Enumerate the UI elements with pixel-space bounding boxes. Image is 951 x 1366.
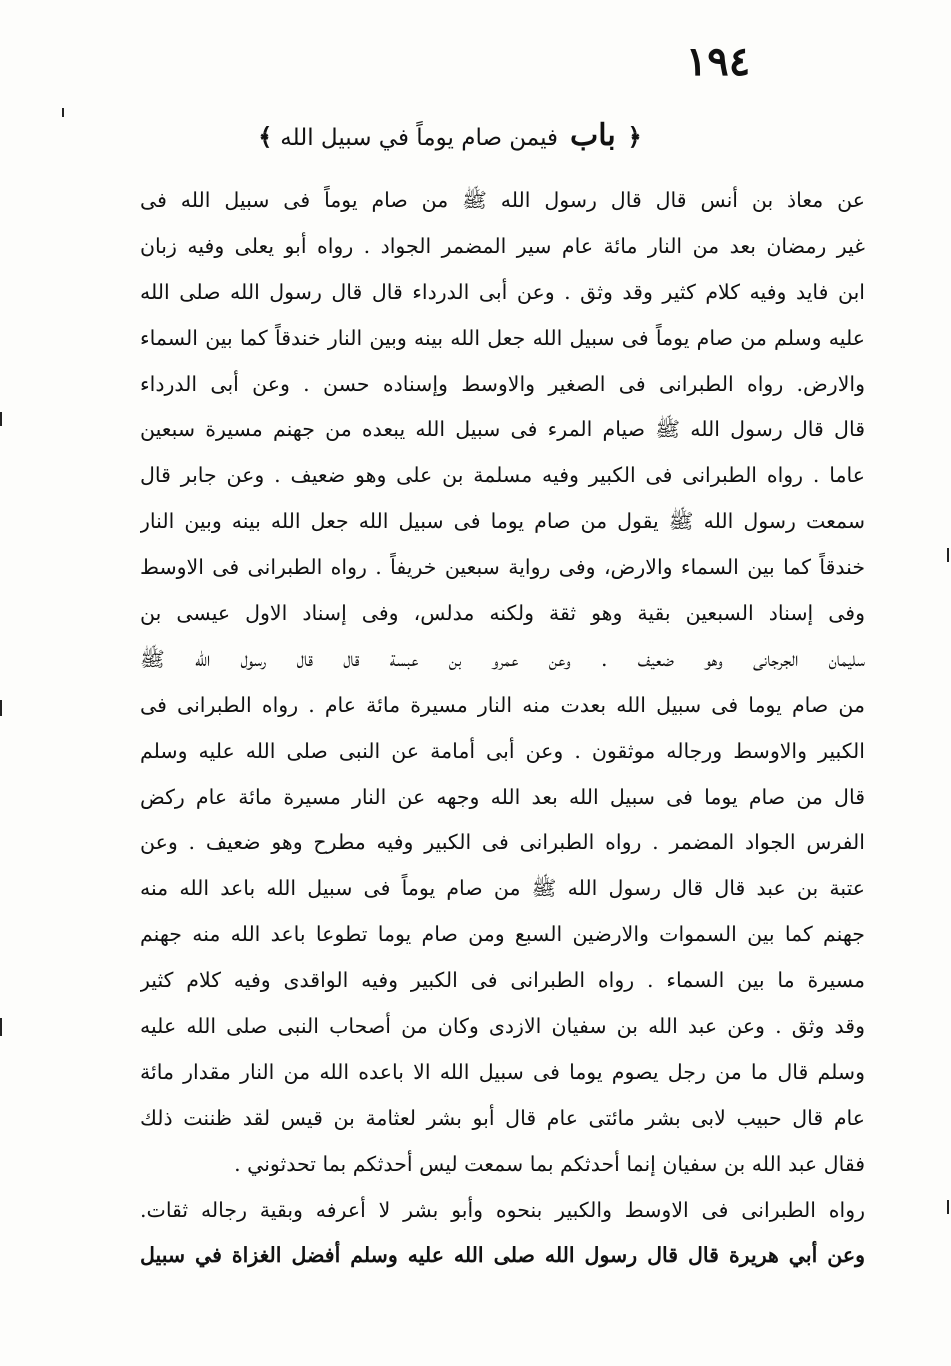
scan-speck	[0, 700, 2, 716]
text-line: والارض. رواه الطبرانى فى الصغير والاوسط وإسناده حسن . وعن أبى الدرداء	[140, 371, 865, 396]
text-line: عتبة بن عبد قال قال رسول الله ﷺ من صام يوماً فى سبيل الله باعد الله منه	[140, 876, 865, 901]
scan-speck	[0, 1018, 2, 1036]
text-line: الفرس الجواد المضمر . رواه الطبرانى فى الكبير وفيه مطرح وهو ضعيف . وعن	[140, 830, 865, 855]
text-line: قال قال رسول الله ﷺ صيام المرء فى سبيل الله يبعده من جهنم مسيرة سبعين	[140, 417, 865, 442]
scan-speck	[0, 412, 2, 426]
text-line: من صام يوما فى سبيل الله بعدت منه النار مسيرة مائة عام . رواه الطبرانى فى	[140, 692, 865, 717]
title-bab-word: باب	[569, 118, 616, 153]
text-line: عليه وسلم من صام يوماً فى سبيل الله جعل الله بينه وبين النار خندقاً كما بين السماء	[140, 325, 865, 350]
text-line: وفى إسناد السبعين بقية وهو ثقة ولكنه مدلس، وفى إسناد الاول عيسى بن	[140, 601, 865, 626]
text-line: مسيرة ما بين السماء . رواه الطبرانى فى الكبير وفيه الواقدى وفيه كلام كثير	[140, 968, 865, 993]
scan-speck	[62, 108, 64, 117]
text-line: رواه الطبرانى فى الاوسط والكبير بنحوه وأبو بشر لا أعرفه وبقية رجاله ثقات.	[140, 1197, 865, 1222]
text-line: عن معاذ بن أنس قال قال رسول الله ﷺ من صام يوماً فى سبيل الله فى	[140, 188, 865, 212]
title-open-bracket: ﴿	[627, 122, 642, 151]
chapter-title	[240, 118, 660, 153]
text-line: وقد وثق . وعن عبد الله بن سفيان الازدى وكان من أصحاب النبى صلى الله عليه	[140, 1014, 865, 1039]
text-line: جهنم كما بين السموات والارضين السبع ومن صام يوما تطوعا باعد الله منه جهنم	[140, 922, 865, 947]
text-line: خندقاً كما بين السماء والارض، وفى رواية سبعين خريفاً . رواه الطبرانى فى الاوسط	[140, 555, 865, 580]
text-line: سمعت رسول الله ﷺ يقول من صام يوما فى سبيل الله جعل الله بينه وبين النار	[140, 509, 865, 534]
text-line: سليمان الجرجانى وهو ضعيف . وعن عمرو بن عبسة قال قال رسول الله ﷺ	[140, 646, 865, 671]
text-line: وعن أبي هريرة قال قال رسول الله صلى الله عليه وسلم أفضل الغزاة في سبيل	[140, 1243, 865, 1268]
page-number: ١٩٤	[685, 38, 751, 85]
text-line: قال من صام يوما فى سبيل الله بعد الله وجهه عن النار مسيرة مائة عام ركض	[140, 784, 865, 809]
body-text	[140, 178, 865, 1279]
text-line: ابن فايد وفيه كلام كثير وقد وثق . وعن أبى الدرداء قال قال رسول الله صلى الله	[140, 279, 865, 304]
text-line: غير رمضان بعد من النار مائة عام سير المضمر الجواد . رواه أبو يعلى وفيه زبان	[140, 233, 865, 258]
text-line: فقال عبد الله بن سفيان إنما أحدثكم بما سمعت ليس أحدثكم بما تحدثوني .	[234, 1151, 865, 1176]
text-line: وسلم قال ما من رجل يصوم يوما فى سبيل الله الا باعده الله من النار مقدار مائة	[140, 1059, 865, 1084]
text-line: عاما . رواه الطبرانى فى الكبير وفيه مسلمة بن على وهو ضعيف . وعن جابر قال	[140, 463, 865, 488]
scan-speck	[947, 1200, 949, 1214]
scan-speck	[947, 548, 949, 562]
title-text: فيمن صام يوماً في سبيل الله	[280, 125, 559, 151]
title-close-bracket: ﴾	[258, 122, 273, 151]
text-line: عام قال حبيب لابى بشر مائتى عام قال أبو بشر لعثامة بن قيس لقد ظننت ذلك	[140, 1105, 865, 1130]
text-line: الكبير والاوسط ورجاله موثقون . وعن أبى أمامة عن النبى صلى الله عليه وسلم	[140, 738, 865, 763]
